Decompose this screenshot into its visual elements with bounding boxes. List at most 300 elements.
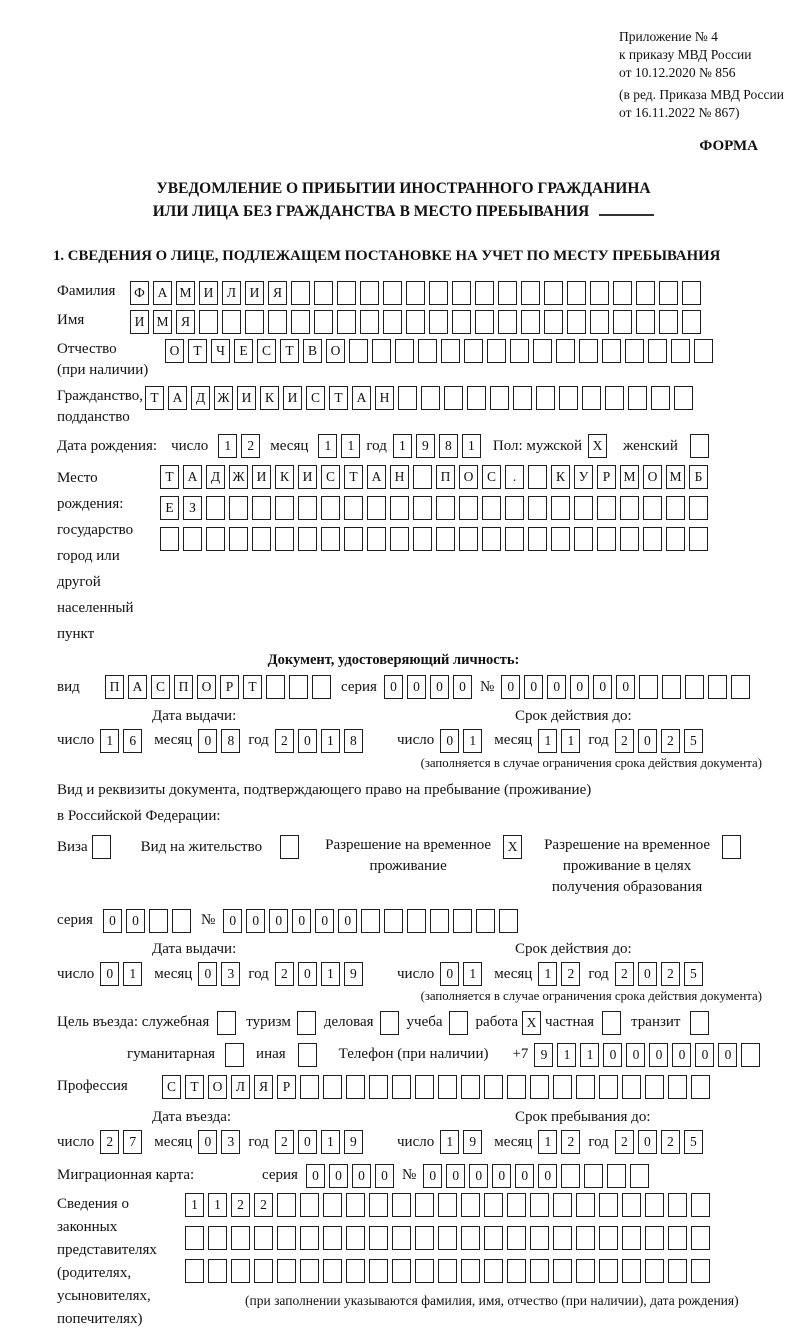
form-cell[interactable] — [643, 527, 662, 551]
form-cell[interactable] — [567, 281, 586, 305]
form-cell[interactable]: 8 — [221, 729, 240, 753]
form-cell[interactable] — [544, 281, 563, 305]
form-cell[interactable] — [602, 339, 621, 363]
form-cell[interactable]: 0 — [198, 1130, 217, 1154]
form-cell[interactable] — [459, 496, 478, 520]
form-cell[interactable] — [553, 1075, 572, 1099]
form-cell[interactable] — [337, 310, 356, 334]
form-cell[interactable]: 2 — [275, 1130, 294, 1154]
form-cell[interactable] — [360, 281, 379, 305]
phone-field[interactable] — [534, 1043, 760, 1067]
form-cell[interactable]: 0 — [315, 909, 334, 933]
form-cell[interactable]: 3 — [221, 962, 240, 986]
form-cell[interactable]: 2 — [100, 1130, 119, 1154]
form-cell[interactable]: П — [105, 675, 124, 699]
form-cell[interactable] — [266, 675, 285, 699]
form-cell[interactable] — [298, 527, 317, 551]
form-cell[interactable] — [645, 1226, 664, 1250]
birth-month-field[interactable] — [318, 434, 360, 458]
form-cell[interactable] — [510, 339, 529, 363]
doc-valid-year-field[interactable] — [615, 729, 703, 753]
form-cell[interactable]: X — [522, 1011, 541, 1035]
form-cell[interactable] — [602, 1011, 621, 1035]
form-cell[interactable]: А — [183, 465, 202, 489]
form-cell[interactable]: 0 — [292, 909, 311, 933]
form-cell[interactable]: И — [237, 386, 256, 410]
permit-series-field[interactable] — [103, 909, 191, 933]
form-cell[interactable] — [645, 1259, 664, 1283]
form-cell[interactable] — [430, 909, 449, 933]
form-cell[interactable] — [651, 386, 670, 410]
form-cell[interactable]: 0 — [298, 1130, 317, 1154]
form-cell[interactable] — [277, 1193, 296, 1217]
form-cell[interactable] — [528, 465, 547, 489]
form-cell[interactable] — [461, 1075, 480, 1099]
form-cell[interactable] — [395, 339, 414, 363]
form-cell[interactable] — [206, 496, 225, 520]
form-cell[interactable] — [559, 386, 578, 410]
form-cell[interactable]: X — [588, 434, 607, 458]
form-cell[interactable]: Е — [160, 496, 179, 520]
form-cell[interactable] — [444, 386, 463, 410]
form-cell[interactable] — [464, 339, 483, 363]
stay-month-field[interactable] — [538, 1130, 580, 1154]
permit-valid-day-field[interactable] — [440, 962, 482, 986]
form-cell[interactable] — [521, 281, 540, 305]
form-cell[interactable]: А — [153, 281, 172, 305]
form-cell[interactable]: 1 — [185, 1193, 204, 1217]
form-cell[interactable] — [507, 1075, 526, 1099]
form-cell[interactable] — [390, 496, 409, 520]
form-cell[interactable]: О — [197, 675, 216, 699]
form-cell[interactable]: 0 — [524, 675, 543, 699]
form-cell[interactable] — [551, 527, 570, 551]
form-cell[interactable]: 3 — [221, 1130, 240, 1154]
form-cell[interactable] — [648, 339, 667, 363]
form-cell[interactable]: 9 — [416, 434, 435, 458]
form-cell[interactable]: 0 — [375, 1164, 394, 1188]
form-cell[interactable]: 0 — [103, 909, 122, 933]
form-cell[interactable] — [277, 1226, 296, 1250]
form-cell[interactable] — [630, 1164, 649, 1188]
form-cell[interactable]: Р — [597, 465, 616, 489]
form-cell[interactable] — [553, 1259, 572, 1283]
form-cell[interactable] — [507, 1259, 526, 1283]
form-cell[interactable] — [254, 1226, 273, 1250]
form-cell[interactable]: 0 — [246, 909, 265, 933]
form-cell[interactable] — [275, 496, 294, 520]
doc-issue-month-field[interactable] — [198, 729, 240, 753]
form-cell[interactable] — [666, 496, 685, 520]
form-cell[interactable] — [505, 527, 524, 551]
form-cell[interactable]: 0 — [547, 675, 566, 699]
form-cell[interactable] — [551, 496, 570, 520]
birth-place-field-row2[interactable] — [160, 496, 708, 520]
form-cell[interactable] — [576, 1226, 595, 1250]
form-cell[interactable]: И — [283, 386, 302, 410]
doc-valid-month-field[interactable] — [538, 729, 580, 753]
form-cell[interactable] — [722, 835, 741, 859]
form-cell[interactable] — [513, 386, 532, 410]
form-cell[interactable]: К — [275, 465, 294, 489]
form-cell[interactable] — [438, 1226, 457, 1250]
form-cell[interactable] — [300, 1075, 319, 1099]
form-cell[interactable]: 0 — [538, 1164, 557, 1188]
checkbox-temp-permit[interactable] — [503, 835, 522, 859]
form-cell[interactable]: С — [306, 386, 325, 410]
form-cell[interactable]: Т — [185, 1075, 204, 1099]
form-cell[interactable] — [622, 1193, 641, 1217]
form-cell[interactable]: 2 — [561, 962, 580, 986]
form-cell[interactable] — [567, 310, 586, 334]
form-cell[interactable]: Т — [280, 339, 299, 363]
form-cell[interactable]: 1 — [538, 729, 557, 753]
checkbox-female[interactable] — [690, 434, 709, 458]
form-cell[interactable]: 1 — [208, 1193, 227, 1217]
form-cell[interactable] — [484, 1259, 503, 1283]
form-cell[interactable] — [645, 1193, 664, 1217]
form-cell[interactable]: Ж — [214, 386, 233, 410]
birth-day-field[interactable] — [218, 434, 260, 458]
form-cell[interactable] — [344, 527, 363, 551]
form-cell[interactable] — [252, 496, 271, 520]
form-cell[interactable] — [584, 1164, 603, 1188]
form-cell[interactable]: К — [260, 386, 279, 410]
form-cell[interactable] — [172, 909, 191, 933]
form-cell[interactable]: И — [130, 310, 149, 334]
form-cell[interactable] — [421, 386, 440, 410]
form-cell[interactable] — [622, 1259, 641, 1283]
form-cell[interactable]: 0 — [100, 962, 119, 986]
checkbox-humanitarian[interactable] — [225, 1043, 244, 1067]
form-cell[interactable]: А — [367, 465, 386, 489]
form-cell[interactable]: В — [303, 339, 322, 363]
form-cell[interactable]: 0 — [329, 1164, 348, 1188]
form-cell[interactable] — [312, 675, 331, 699]
form-cell[interactable] — [222, 310, 241, 334]
form-cell[interactable] — [438, 1193, 457, 1217]
checkbox-tourism[interactable] — [297, 1011, 316, 1035]
form-cell[interactable]: О — [643, 465, 662, 489]
form-cell[interactable] — [576, 1193, 595, 1217]
form-cell[interactable] — [438, 1075, 457, 1099]
form-cell[interactable] — [530, 1193, 549, 1217]
form-cell[interactable] — [475, 310, 494, 334]
form-cell[interactable] — [682, 310, 701, 334]
form-cell[interactable] — [392, 1226, 411, 1250]
form-cell[interactable] — [643, 496, 662, 520]
form-cell[interactable]: 0 — [501, 675, 520, 699]
form-cell[interactable] — [346, 1259, 365, 1283]
form-cell[interactable] — [449, 1011, 468, 1035]
form-cell[interactable]: 0 — [492, 1164, 511, 1188]
form-cell[interactable] — [314, 310, 333, 334]
form-cell[interactable] — [597, 527, 616, 551]
form-cell[interactable]: 2 — [615, 1130, 634, 1154]
checkbox-transit[interactable] — [690, 1011, 709, 1035]
doc-valid-day-field[interactable] — [440, 729, 482, 753]
form-cell[interactable]: И — [252, 465, 271, 489]
form-cell[interactable] — [484, 1075, 503, 1099]
form-cell[interactable]: Д — [191, 386, 210, 410]
doc-series-field[interactable] — [384, 675, 472, 699]
form-cell[interactable] — [582, 386, 601, 410]
stay-day-field[interactable] — [440, 1130, 482, 1154]
form-cell[interactable] — [553, 1193, 572, 1217]
representatives-field-row2[interactable] — [185, 1226, 739, 1250]
form-cell[interactable] — [160, 527, 179, 551]
form-cell[interactable] — [668, 1075, 687, 1099]
form-cell[interactable]: X — [503, 835, 522, 859]
form-cell[interactable]: 0 — [126, 909, 145, 933]
form-cell[interactable] — [625, 339, 644, 363]
form-cell[interactable]: М — [176, 281, 195, 305]
form-cell[interactable] — [490, 386, 509, 410]
form-cell[interactable]: 0 — [593, 675, 612, 699]
form-cell[interactable]: Т — [329, 386, 348, 410]
form-cell[interactable]: 1 — [538, 962, 557, 986]
form-cell[interactable]: С — [257, 339, 276, 363]
form-cell[interactable] — [671, 339, 690, 363]
form-cell[interactable]: 0 — [469, 1164, 488, 1188]
form-cell[interactable]: 0 — [440, 729, 459, 753]
form-cell[interactable]: Д — [206, 465, 225, 489]
form-cell[interactable] — [183, 527, 202, 551]
form-cell[interactable]: П — [174, 675, 193, 699]
doc-issue-year-field[interactable] — [275, 729, 363, 753]
permit-valid-month-field[interactable] — [538, 962, 580, 986]
form-cell[interactable] — [622, 1226, 641, 1250]
form-cell[interactable]: 2 — [561, 1130, 580, 1154]
name-field[interactable] — [130, 310, 701, 334]
form-cell[interactable] — [662, 675, 681, 699]
form-cell[interactable] — [689, 527, 708, 551]
form-cell[interactable]: 2 — [275, 962, 294, 986]
form-cell[interactable] — [476, 909, 495, 933]
form-cell[interactable]: Р — [220, 675, 239, 699]
form-cell[interactable]: 2 — [661, 962, 680, 986]
form-cell[interactable] — [436, 527, 455, 551]
form-cell[interactable] — [536, 386, 555, 410]
form-cell[interactable]: С — [162, 1075, 181, 1099]
form-cell[interactable] — [229, 496, 248, 520]
form-cell[interactable] — [461, 1193, 480, 1217]
form-cell[interactable]: 0 — [298, 729, 317, 753]
form-cell[interactable]: 8 — [439, 434, 458, 458]
form-cell[interactable]: Т — [243, 675, 262, 699]
form-cell[interactable]: 0 — [616, 675, 635, 699]
form-cell[interactable]: 0 — [338, 909, 357, 933]
form-cell[interactable] — [231, 1259, 250, 1283]
form-cell[interactable]: А — [128, 675, 147, 699]
form-cell[interactable]: О — [208, 1075, 227, 1099]
form-cell[interactable]: И — [245, 281, 264, 305]
form-cell[interactable]: П — [436, 465, 455, 489]
form-cell[interactable] — [383, 310, 402, 334]
checkbox-visa[interactable] — [92, 835, 111, 859]
form-cell[interactable] — [674, 386, 693, 410]
form-cell[interactable]: 0 — [352, 1164, 371, 1188]
form-cell[interactable]: 2 — [661, 729, 680, 753]
form-cell[interactable] — [645, 1075, 664, 1099]
form-cell[interactable]: О — [326, 339, 345, 363]
form-cell[interactable] — [323, 1259, 342, 1283]
form-cell[interactable] — [441, 339, 460, 363]
form-cell[interactable] — [413, 496, 432, 520]
migration-series-field[interactable] — [306, 1164, 394, 1188]
form-cell[interactable] — [384, 909, 403, 933]
form-cell[interactable]: 2 — [241, 434, 260, 458]
form-cell[interactable] — [392, 1193, 411, 1217]
form-cell[interactable]: 9 — [344, 1130, 363, 1154]
form-cell[interactable] — [597, 496, 616, 520]
form-cell[interactable] — [268, 310, 287, 334]
permit-number-field[interactable] — [223, 909, 518, 933]
form-cell[interactable]: Я — [254, 1075, 273, 1099]
form-cell[interactable] — [487, 339, 506, 363]
form-cell[interactable]: 1 — [561, 729, 580, 753]
form-cell[interactable] — [498, 281, 517, 305]
form-cell[interactable]: Б — [689, 465, 708, 489]
form-cell[interactable] — [507, 1226, 526, 1250]
form-cell[interactable] — [372, 339, 391, 363]
form-cell[interactable] — [289, 675, 308, 699]
form-cell[interactable] — [406, 310, 425, 334]
form-cell[interactable]: . — [505, 465, 524, 489]
form-cell[interactable] — [498, 310, 517, 334]
form-cell[interactable] — [574, 527, 593, 551]
form-cell[interactable]: Л — [231, 1075, 250, 1099]
form-cell[interactable]: Н — [390, 465, 409, 489]
form-cell[interactable]: 1 — [440, 1130, 459, 1154]
form-cell[interactable]: А — [352, 386, 371, 410]
form-cell[interactable] — [613, 281, 632, 305]
form-cell[interactable]: 0 — [306, 1164, 325, 1188]
form-cell[interactable] — [599, 1259, 618, 1283]
form-cell[interactable] — [208, 1259, 227, 1283]
form-cell[interactable] — [392, 1259, 411, 1283]
form-cell[interactable]: 0 — [223, 909, 242, 933]
checkbox-work[interactable] — [522, 1011, 541, 1035]
form-cell[interactable] — [599, 1075, 618, 1099]
form-cell[interactable] — [690, 434, 709, 458]
form-cell[interactable]: 0 — [718, 1043, 737, 1067]
form-cell[interactable] — [291, 310, 310, 334]
form-cell[interactable] — [208, 1226, 227, 1250]
representatives-field-row1[interactable] — [185, 1193, 739, 1217]
checkbox-other[interactable] — [298, 1043, 317, 1067]
form-cell[interactable] — [659, 310, 678, 334]
form-cell[interactable] — [360, 310, 379, 334]
form-cell[interactable]: М — [666, 465, 685, 489]
form-cell[interactable]: Я — [176, 310, 195, 334]
form-cell[interactable] — [690, 1011, 709, 1035]
form-cell[interactable] — [579, 339, 598, 363]
form-cell[interactable] — [418, 339, 437, 363]
form-cell[interactable] — [453, 909, 472, 933]
form-cell[interactable] — [544, 310, 563, 334]
form-cell[interactable] — [607, 1164, 626, 1188]
form-cell[interactable] — [499, 909, 518, 933]
surname-field[interactable] — [130, 281, 701, 305]
form-cell[interactable]: М — [153, 310, 172, 334]
form-cell[interactable] — [337, 281, 356, 305]
form-cell[interactable] — [321, 527, 340, 551]
form-cell[interactable] — [590, 310, 609, 334]
form-cell[interactable]: М — [620, 465, 639, 489]
form-cell[interactable] — [252, 527, 271, 551]
form-cell[interactable]: З — [183, 496, 202, 520]
form-cell[interactable]: 0 — [446, 1164, 465, 1188]
form-cell[interactable] — [668, 1193, 687, 1217]
form-cell[interactable]: 2 — [231, 1193, 250, 1217]
form-cell[interactable]: 9 — [534, 1043, 553, 1067]
permit-valid-year-field[interactable] — [615, 962, 703, 986]
form-cell[interactable] — [369, 1193, 388, 1217]
form-cell[interactable]: 1 — [557, 1043, 576, 1067]
form-cell[interactable] — [231, 1226, 250, 1250]
permit-issue-year-field[interactable] — [275, 962, 363, 986]
form-cell[interactable] — [415, 1075, 434, 1099]
entry-year-field[interactable] — [275, 1130, 363, 1154]
form-cell[interactable]: 1 — [580, 1043, 599, 1067]
form-cell[interactable] — [398, 386, 417, 410]
checkbox-official[interactable] — [217, 1011, 236, 1035]
form-cell[interactable] — [530, 1075, 549, 1099]
form-cell[interactable]: 0 — [384, 675, 403, 699]
form-cell[interactable]: 0 — [672, 1043, 691, 1067]
form-cell[interactable] — [298, 496, 317, 520]
form-cell[interactable]: С — [151, 675, 170, 699]
form-cell[interactable] — [275, 527, 294, 551]
form-cell[interactable] — [467, 386, 486, 410]
form-cell[interactable] — [321, 496, 340, 520]
form-cell[interactable] — [689, 496, 708, 520]
form-cell[interactable] — [229, 527, 248, 551]
form-cell[interactable] — [482, 527, 501, 551]
form-cell[interactable]: 1 — [321, 962, 340, 986]
form-cell[interactable] — [413, 527, 432, 551]
form-cell[interactable] — [694, 339, 713, 363]
form-cell[interactable] — [390, 527, 409, 551]
form-cell[interactable] — [323, 1193, 342, 1217]
form-cell[interactable]: 0 — [638, 962, 657, 986]
form-cell[interactable]: С — [321, 465, 340, 489]
form-cell[interactable]: Т — [160, 465, 179, 489]
form-cell[interactable] — [323, 1226, 342, 1250]
form-cell[interactable] — [346, 1226, 365, 1250]
form-cell[interactable] — [484, 1226, 503, 1250]
form-cell[interactable]: 9 — [344, 962, 363, 986]
form-cell[interactable]: О — [459, 465, 478, 489]
form-cell[interactable]: 0 — [269, 909, 288, 933]
form-cell[interactable] — [530, 1226, 549, 1250]
form-cell[interactable] — [576, 1075, 595, 1099]
form-cell[interactable] — [149, 909, 168, 933]
form-cell[interactable] — [613, 310, 632, 334]
form-cell[interactable] — [533, 339, 552, 363]
form-cell[interactable]: 0 — [423, 1164, 442, 1188]
form-cell[interactable] — [361, 909, 380, 933]
form-cell[interactable]: Я — [268, 281, 287, 305]
form-cell[interactable] — [691, 1075, 710, 1099]
form-cell[interactable] — [459, 527, 478, 551]
citizenship-field[interactable] — [145, 386, 693, 410]
form-cell[interactable]: 2 — [661, 1130, 680, 1154]
form-cell[interactable]: Н — [375, 386, 394, 410]
form-cell[interactable] — [300, 1193, 319, 1217]
form-cell[interactable] — [185, 1259, 204, 1283]
